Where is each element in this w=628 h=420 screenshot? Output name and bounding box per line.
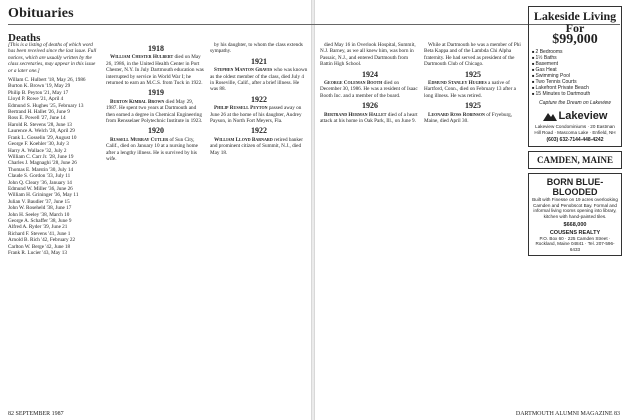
cousens-realty: COUSENS REALTY [549, 229, 601, 236]
death-listing: Carlton W. Berge '42, June 18 [8, 243, 71, 250]
page-title: Obituaries [8, 6, 74, 21]
deceased-name: Burton Kimbal Brown [110, 98, 165, 105]
death-listing: Lloyd P. Rowe '21, April 4 [8, 96, 64, 103]
deceased-name: Leonard Ross Robinson [428, 111, 485, 118]
obituary-column-3 [210, 42, 308, 412]
class-year: 1924 [362, 69, 378, 79]
obituary-text: While at Dartmouth he was a member of Phi Beta Kappa and of the Lambda Chi Alpha fraternity. He had served as president of the Dartmouth Club of Chicago. [424, 42, 521, 68]
deceased-name: Edmund Stanley Hughes [428, 80, 487, 87]
obituary-column-4 [320, 42, 420, 412]
advertisements [528, 6, 622, 260]
class-year: 1925 [465, 69, 481, 79]
death-listing: George A. Schaffer '38, June 9 [8, 217, 72, 224]
death-listing: John Q. Cleary '36, January 14 [8, 179, 72, 186]
cousens-address: P.O. Box 60 · 225 Camden Street · Rockland, Maine 04841 · Tel. 207-596-6433 [535, 235, 615, 252]
death-listing: John W. Roseheld '38, June 17 [8, 205, 72, 212]
death-listing: Frank L. Gosselin '29, August 10 [8, 134, 77, 141]
obituary-text: of Fryeburg, Maine, died April 30. [424, 111, 513, 125]
class-year: 1925 [465, 101, 481, 111]
obituary-text: died of a heart attack at his home in Oak Park, Ill., on June 9. [320, 111, 418, 125]
lakeside-ad-title: Lakeside Living For [533, 9, 617, 35]
obituary-entry [320, 80, 420, 99]
born-blueblooded-ad[interactable] [528, 173, 622, 256]
deceased-name: Philip Russell Peyton [214, 105, 268, 112]
obituary-text: died on May 26, 1986, in the United Health Center in Port Chester, N.Y. In July Dartmouth education was interrupted by service in World War I; he returned to earn an M.C.S. from Tuck in 1922. [106, 54, 204, 87]
obituary-text: who was known as the oldest member of the class, died July 4 in Roseville, Calif., after a brief illness. He was 88. [210, 67, 308, 93]
death-listing: Willam C. Hulbert '18, May 26, 1986 [8, 77, 86, 84]
lakeside-feature: ■ 1½ Baths [532, 55, 618, 61]
death-listing: Frank R. Lucier '43, May 13 [8, 250, 67, 256]
deceased-name: Russell Murray Cutler [110, 136, 169, 143]
obituary-column-5 [424, 42, 522, 412]
deceased-name: William Lloyd Barnard [214, 136, 273, 143]
page-gutter [311, 0, 315, 420]
lakeside-feature: ■ Lakefront Private Beach [532, 85, 618, 91]
lakeside-ad[interactable] [528, 6, 622, 147]
obituary-entry [106, 99, 206, 125]
obituary-entry [210, 42, 308, 55]
class-year: 1918 [148, 44, 164, 53]
class-year: 1922 [251, 126, 267, 136]
death-listing: Burton K. Brown '19, May 29 [8, 83, 71, 90]
lakeside-ad-price: $99,000 [552, 32, 598, 47]
lakeside-feature: ■ 15 Minutes to Dartmouth [532, 91, 618, 97]
lakeside-tagline: Capture the Dream on Lakeview [539, 100, 611, 106]
death-listing: William C. Carr Jr. '28, June 19 [8, 153, 74, 160]
born-price: $668,000 [563, 221, 587, 228]
death-listing: George F. Koehler '30, July 3 [8, 141, 69, 148]
obituary-entry [106, 137, 206, 163]
death-listing: Philip B. Peyton '21, May 17 [8, 89, 69, 96]
lakeside-address: Lakeview Condominiums · 20 Eastman Hill Road · Mascoma Lake · Enfield, NH [534, 124, 616, 135]
lakeview-logo-text: Lakeview [558, 110, 608, 122]
page-footer-left: 82 SEPTEMBER 1987 [8, 411, 64, 417]
deceased-name: William Chester Hulbert [110, 54, 174, 61]
lakeside-feature: ■ Basement [532, 61, 618, 67]
class-year: 1920 [148, 126, 164, 136]
death-listing: Richard F. Stevens '41, June 1 [8, 230, 71, 237]
death-listing: John H. Seeley '38, March 10 [8, 211, 70, 218]
class-year: 1922 [251, 94, 267, 104]
death-listing: Julian V. Baudier '37, June 15 [8, 198, 70, 205]
lakeside-feature: ■ Swimming Pool [532, 73, 618, 79]
obituary-text: retired banker and prominent citizen of Summit, N.J., died May 18. [210, 136, 303, 156]
deceased-name: George Coleman Booth [324, 80, 383, 87]
obituary-entry [210, 105, 308, 124]
obituary-entry [424, 112, 522, 125]
obituary-text: died on December 30, 1986. He was a resident of Isaac Booth Inc. and a member of the board. [320, 80, 418, 99]
born-title: BORN BLUE-BLOODED [546, 177, 604, 198]
lakeside-features [532, 49, 618, 97]
deceased-name: Stephen Manton Graves [214, 67, 273, 74]
obituary-text: died May 16 in Overlook Hospital, Summit, N.J. Barney, as we all knew him, was born in Passaic, N.J., and entered Dartmouth from Battin High School. [320, 42, 416, 68]
camden-ad-header [528, 151, 622, 169]
deceased-name: Bertrand Herman Hallet [324, 111, 387, 118]
obituary-text: of Sun City, Calif., died on January 10 at a nursing home after a lengthy illness. He is survived by his wife. [106, 136, 198, 163]
death-listing: Thomas E. Marstin '30, July 14 [8, 166, 74, 173]
class-year: 1919 [148, 88, 164, 98]
mountain-icon [543, 111, 557, 121]
obituary-entry [106, 54, 206, 86]
death-listing: Ross E. Powell '27, June 14 [8, 115, 66, 122]
death-listing: Harry A. Wallace '32, July 2 [8, 147, 67, 154]
death-listing: Edmund S. Hughes '25, February 13 [8, 102, 84, 109]
deaths-column [8, 42, 100, 412]
obituary-entry [424, 42, 522, 68]
lakeside-feature: ■ Gas Heat [532, 67, 618, 73]
death-listing: Claude S. Gordon '33, July 11 [8, 173, 71, 180]
death-listing: Harold R. Stevens '28, June 13 [8, 121, 72, 128]
deaths-list [8, 77, 100, 256]
death-listing: Laurence A. Welch '28, April 29 [8, 128, 75, 135]
intro-note: [This is a listing of deaths of which word has been received since the last issue. Full notices, which are usually written by the class secretaries, may appear in this issue or a later one.] [8, 42, 97, 74]
obituary-column-2 [106, 42, 206, 412]
lakeside-phone: (603) 632-7144-448-4242 [546, 137, 604, 144]
death-listing: Edmund W. Miller '36, June 26 [8, 185, 73, 192]
born-body: Built with Finesse on 19 acres overlooking Camden and Penobscot Bay. Formal and informal living rooms opening into library, kitchen with hand-painted tiles. [532, 197, 618, 219]
camden-title: CAMDEN, MAINE [537, 155, 613, 166]
obituary-entry [210, 137, 308, 156]
obituary-entry [424, 80, 522, 99]
section-title: Deaths [8, 32, 41, 44]
death-listing: Bertrand H. Hallet '26, June 9 [8, 109, 70, 116]
obituary-entry [210, 67, 308, 93]
lakeside-feature: ■ Two Tennis Courts [532, 79, 618, 85]
obituary-text: passed away on June 26 at the home of his daughter, Audrey Payson, in North Fort Meyers, Fla. [210, 105, 302, 125]
death-listing: William H. Grininger '36, May 11 [8, 192, 79, 199]
obituary-text: by his daughter, to whom the class extends sympathy. [210, 42, 303, 55]
death-listing: Arnold B. Rich '42, February 22 [8, 237, 76, 244]
lakeview-logo [532, 110, 618, 122]
class-year: 1926 [362, 101, 378, 111]
obituary-entry [320, 112, 420, 125]
death-listing: Alfred A. Ryder '39, June 21 [8, 224, 68, 231]
obituary-text: died May 29, 1987. He spent two years at Dartmouth and then earned a degree in Chemical Engineering from Rensselaer Polytechnic Institute in 1923. [106, 98, 203, 125]
obituary-text: a native of Hartford, Conn., died on February 13 after a long illness. He was retired. [424, 80, 516, 99]
lakeside-feature: ■ 2 Bedrooms [532, 49, 618, 55]
class-year: 1921 [251, 56, 267, 66]
obituary-entry [320, 42, 420, 68]
page-footer-right: DARTMOUTH ALUMNI MAGAZINE 83 [515, 411, 620, 417]
death-listing: Charles J. Magnaghi '28, June 26 [8, 160, 77, 167]
